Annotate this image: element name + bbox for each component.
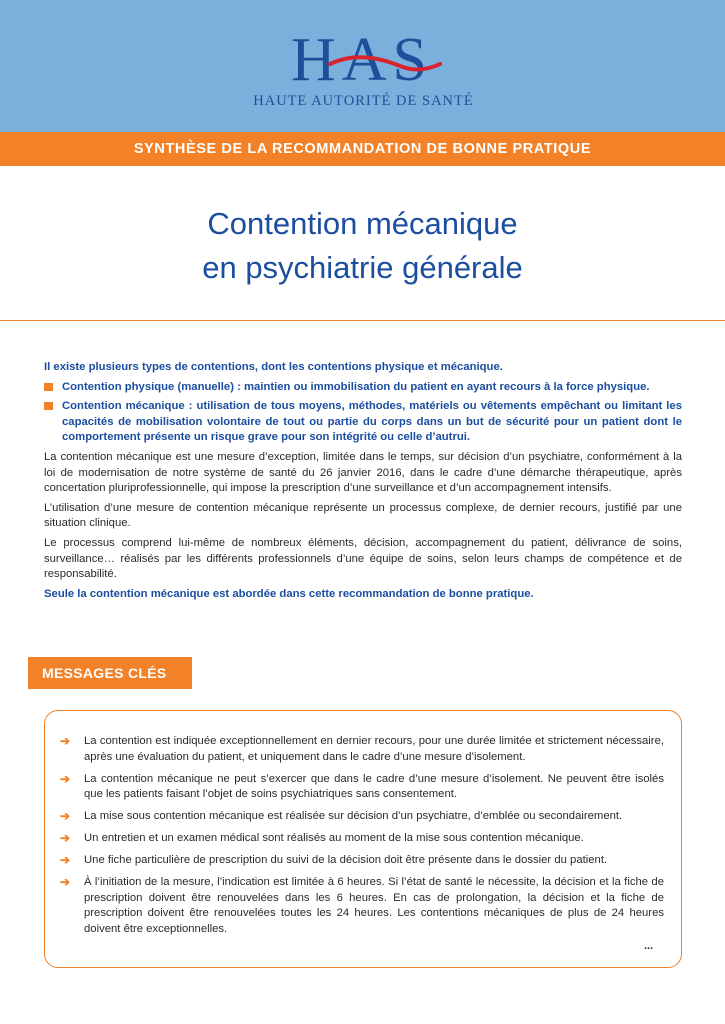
intro-bullet-text: Contention mécanique : utilisation de tous moyens, méthodes, matériels ou vêtements empêchant ou limitant les capacités de mobilisation volontaire de tout ou partie du corps dans un but de sécurité pour un patient dont le comportement présente un risque grave pour son intégrité ou celle d’autrui. bbox=[62, 400, 682, 444]
intro-bullet bbox=[44, 399, 682, 446]
intro-closing: Seule la contention mécanique est abordée dans cette recommandation de bonne pratique. bbox=[44, 587, 534, 600]
title-line-2: en psychiatrie générale bbox=[202, 250, 523, 285]
square-bullet-icon bbox=[44, 383, 53, 391]
intro-bullet bbox=[44, 380, 682, 396]
arrow-right-icon: ➔ bbox=[60, 809, 71, 824]
intro-section bbox=[44, 360, 682, 606]
continuation-marker: ... bbox=[644, 940, 654, 952]
intro-bullet-text: Contention physique (manuelle) : maintien ou immobilisation du patient en ayant recours à la force physique. bbox=[62, 380, 650, 393]
page-title bbox=[0, 202, 725, 290]
doc-type-banner bbox=[0, 132, 725, 166]
key-message-text: À l’initiation de la mesure, l’indication est limitée à 6 heures. Si l’état de santé le nécessite, la décision et la fiche de prescription doivent être renouvelées dans les 6 heures. En cas de prolongation, la décision et la fiche de prescription doivent être renouvelées toutes les 24 heures. Les contentions mécaniques de plus de 24 heures doivent être exceptionnelles. bbox=[84, 876, 664, 935]
key-message-item bbox=[60, 809, 664, 825]
key-message-text: Une fiche particulière de prescription du suivi de la décision doit être présente dans le dossier du patient. bbox=[84, 854, 608, 867]
arrow-right-icon: ➔ bbox=[60, 771, 71, 786]
key-message-text: La contention est indiquée exceptionnellement en dernier recours, pour une durée limitée et strictement nécessaire, après une évaluation du patient, et uniquement dans le cadre d’une mesure d’isolement. bbox=[84, 735, 664, 763]
key-message-text: La contention mécanique ne peut s’exercer que dans le cadre d’une mesure d’isolement. Ne peuvent être isolés que les patients faisant l’objet de soins psychiatriques sans consentement. bbox=[84, 772, 664, 801]
arrow-right-icon: ➔ bbox=[60, 734, 71, 748]
key-message-item bbox=[60, 734, 664, 765]
arrow-right-icon: ➔ bbox=[60, 853, 71, 868]
key-message-text: La mise sous contention mécanique est réalisée sur décision d’un psychiatre, d’emblée ou secondairement. bbox=[84, 810, 623, 823]
key-message-item bbox=[60, 772, 664, 803]
intro-paragraph: Le processus comprend lui-même de nombreux éléments, décision, accompagnement du patient, délivrance de soins, surveillance… réalisés par les différents professionnels d’une équipe de soins, selon leurs champs de compétence et de responsabilité. bbox=[44, 536, 682, 581]
key-messages-list bbox=[60, 734, 664, 944]
key-message-item bbox=[60, 853, 664, 869]
intro-lead: Il existe plusieurs types de contentions, dont les contentions physique et mécanique. bbox=[44, 361, 503, 373]
doc-type-label: SYNTHÈSE DE LA RECOMMANDATION DE BONNE PRATIQUE bbox=[133, 141, 592, 157]
key-message-item bbox=[60, 831, 664, 847]
title-line-1: Contention mécanique bbox=[207, 206, 518, 241]
square-bullet-icon bbox=[44, 402, 53, 410]
logo-wordmark: HAS bbox=[290, 26, 434, 94]
org-name: HAUTE AUTORITÉ DE SANTÉ bbox=[253, 93, 474, 109]
key-messages-heading: MESSAGES CLÉS bbox=[28, 657, 192, 689]
intro-paragraph: La contention mécanique est une mesure d’exception, limitée dans le temps, sur décision d’un psychiatre, conformément à la loi de modernisation de notre système de santé du 26 janvier 2016, dans le cadre d’une démarche thérapeutique, après concertation pluriprofessionnelle, qui impose la prescription d’une surveillance et d’un accompagnement intensifs. bbox=[44, 450, 682, 495]
arrow-right-icon: ➔ bbox=[60, 831, 71, 846]
has-logo bbox=[0, 0, 725, 132]
intro-paragraph: L’utilisation d’une mesure de contention mécanique représente un processus complexe, de dernier recours, justifié par une situation clinique. bbox=[44, 501, 682, 530]
arrow-right-icon: ➔ bbox=[60, 875, 71, 890]
title-divider bbox=[0, 320, 725, 321]
key-message-text: Un entretien et un examen médical sont réalisés au moment de la mise sous contention mécanique. bbox=[84, 832, 584, 845]
key-message-item bbox=[60, 875, 664, 937]
